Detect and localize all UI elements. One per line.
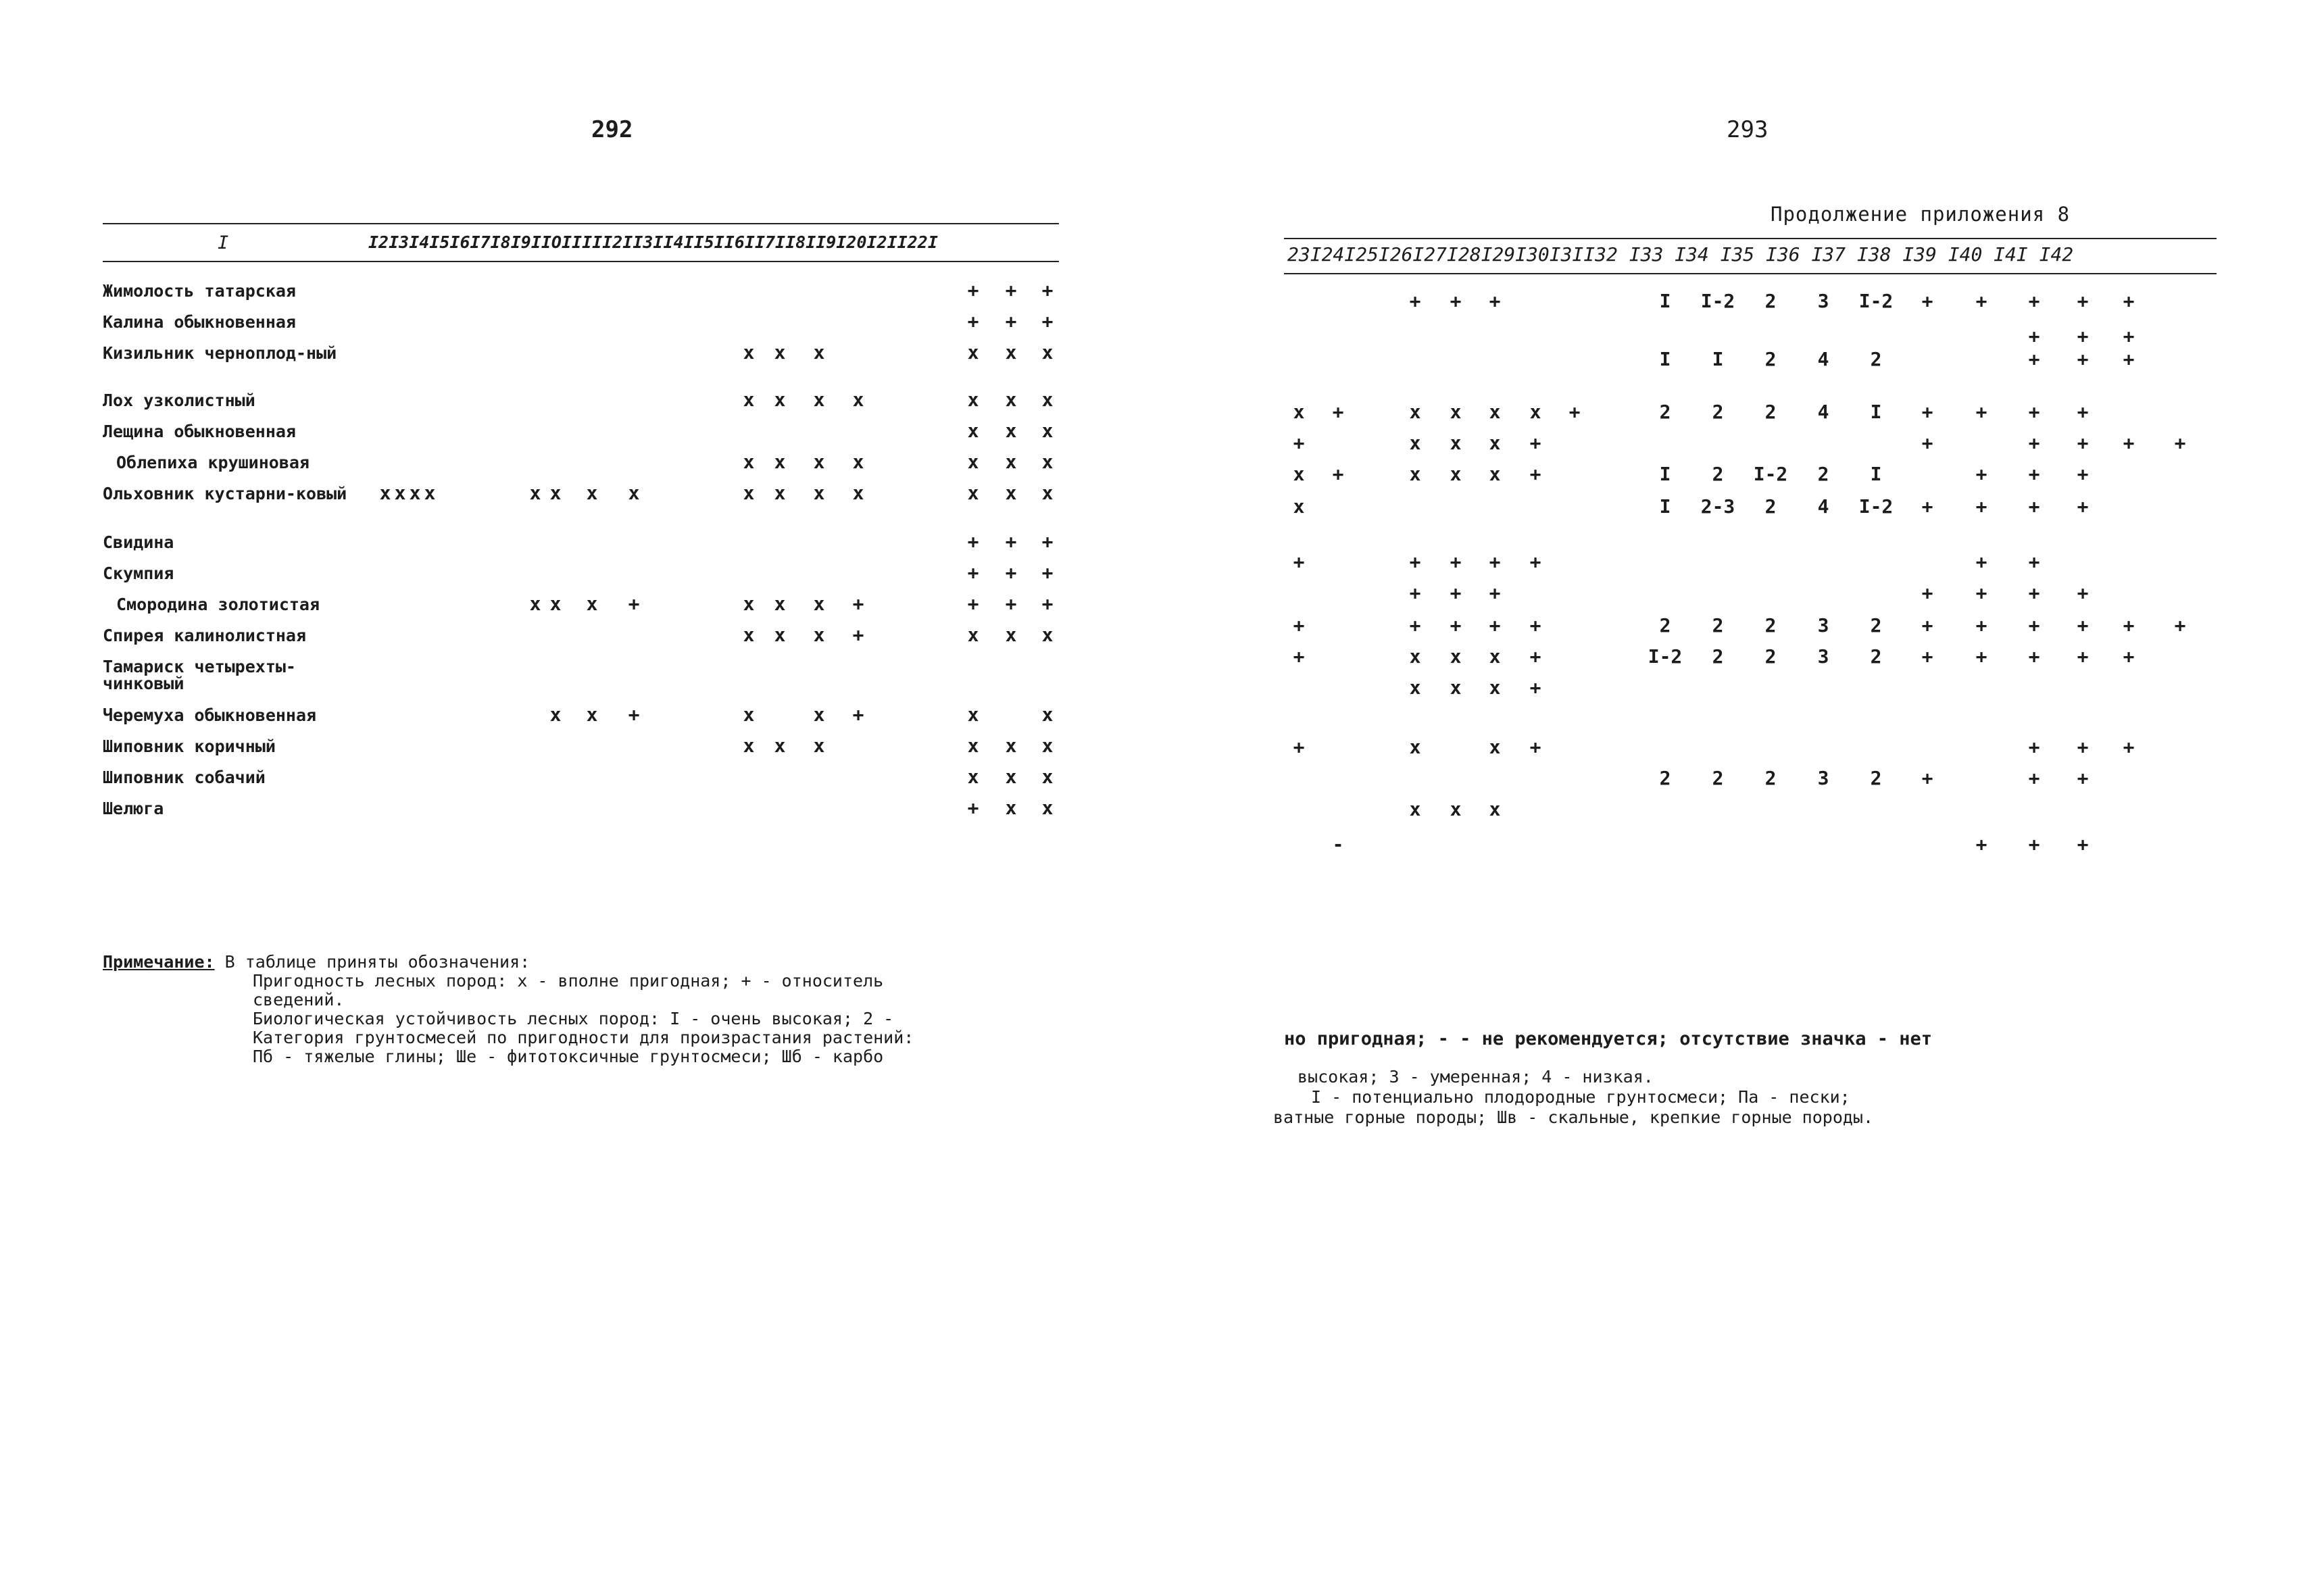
table-cell-mark: + — [1332, 401, 1344, 423]
table-cell-mark: x — [813, 341, 825, 364]
table-cell-mark: 2 — [1870, 767, 1882, 789]
table-cell-mark: x — [743, 734, 755, 757]
table-cell-mark: x — [1450, 645, 1462, 668]
table-cell-mark: x — [529, 482, 541, 504]
table-cell-mark: x — [813, 482, 825, 504]
table-cell-mark: + — [1293, 645, 1305, 668]
table-cell-mark: x — [1005, 482, 1017, 504]
table-cell-mark: + — [1489, 582, 1501, 604]
table-cell-mark: + — [2077, 463, 2089, 485]
table-cell-mark: x — [852, 482, 864, 504]
table-cell-mark: 2 — [1659, 767, 1671, 789]
table-cell-mark: x — [1409, 676, 1421, 699]
row-label: Кизильник черноплод-ный — [103, 343, 337, 363]
table-cell-mark: + — [1529, 551, 1541, 573]
table-cell-mark: x — [1005, 389, 1017, 411]
table-cell-mark: x — [1409, 401, 1421, 423]
table-cell-mark: + — [2077, 495, 2089, 518]
table-cell-mark: + — [1409, 614, 1421, 637]
table-cell-mark: x — [813, 593, 825, 615]
row-label: Свидина — [103, 532, 174, 552]
table-cell-mark: + — [852, 624, 864, 646]
table-cell-mark: x — [549, 482, 562, 504]
table-cell-mark: + — [1041, 279, 1054, 301]
table-cell-mark: x — [529, 593, 541, 615]
table-cell-mark: x — [1489, 798, 1501, 820]
table-cell-mark: x — [774, 593, 786, 615]
table-cell-mark: x — [1005, 341, 1017, 364]
table-cell-mark: 2 — [1659, 401, 1671, 423]
table-top-rule-left — [103, 223, 1059, 224]
table-cell-mark: x — [1005, 451, 1017, 473]
page-number-left: 292 — [591, 116, 633, 143]
table-cell-mark: + — [1921, 614, 1933, 637]
table-cell-mark: + — [852, 593, 864, 615]
table-cell-mark: + — [1450, 551, 1462, 573]
table-cell-mark: x — [1409, 798, 1421, 820]
table-header-rule-left — [103, 261, 1059, 262]
table-cell-mark: x — [394, 482, 406, 504]
table-cell-mark: x — [1489, 676, 1501, 699]
row-label: Лох узколистный — [103, 391, 255, 410]
table-cell-mark: x — [774, 624, 786, 646]
table-cell-mark: + — [1293, 551, 1305, 573]
table-cell-mark: x — [1489, 463, 1501, 485]
table-cell-mark: 2 — [1817, 463, 1829, 485]
table-cell-mark: I — [1712, 348, 1724, 370]
table-cell-mark: + — [1409, 290, 1421, 312]
table-cell-mark: x — [1409, 463, 1421, 485]
table-cell-mark: + — [2077, 645, 2089, 668]
table-cell-mark: + — [1005, 530, 1017, 553]
table-cell-mark: 3 — [1817, 614, 1829, 637]
row-label: Жимолость татарская — [103, 281, 296, 301]
table-cell-mark: x — [1005, 734, 1017, 757]
table-cell-mark: x — [586, 593, 598, 615]
table-cell-mark: x — [1041, 766, 1054, 788]
table-cell-mark: x — [1409, 645, 1421, 668]
table-cell-mark: + — [1529, 645, 1541, 668]
table-cell-mark: x — [743, 624, 755, 646]
table-cell-mark: 4 — [1817, 401, 1829, 423]
table-cell-mark: + — [2123, 325, 2135, 347]
table-cell-mark: x — [1005, 420, 1017, 442]
row-label: Черемуха обыкновенная — [103, 705, 317, 725]
table-cell-mark: + — [1005, 279, 1017, 301]
table-cell-mark: 2 — [1764, 495, 1777, 518]
table-cell-mark: I — [1870, 463, 1882, 485]
table-cell-mark: + — [852, 703, 864, 726]
table-cell-mark: x — [379, 482, 391, 504]
table-cell-mark: + — [628, 593, 640, 615]
table-cell-mark: x — [852, 451, 864, 473]
table-cell-mark: + — [2077, 432, 2089, 454]
table-cell-mark: x — [743, 451, 755, 473]
table-cell-mark: x — [743, 593, 755, 615]
table-cell-mark: + — [1921, 645, 1933, 668]
table-cell-mark: x — [967, 389, 979, 411]
table-cell-mark: + — [1005, 562, 1017, 584]
table-cell-mark: 2 — [1764, 645, 1777, 668]
table-cell-mark: + — [2028, 290, 2040, 312]
table-cell-mark: x — [774, 734, 786, 757]
table-cell-mark: + — [2028, 645, 2040, 668]
table-cell-mark: + — [1921, 401, 1933, 423]
table-cell-mark: + — [1332, 463, 1344, 485]
table-cell-mark: x — [1450, 432, 1462, 454]
table-cell-mark: + — [1921, 432, 1933, 454]
table-cell-mark: + — [1975, 463, 1987, 485]
table-cell-mark: + — [1489, 614, 1501, 637]
table-cell-mark: x — [774, 389, 786, 411]
table-cell-mark: x — [813, 703, 825, 726]
table-cell-mark: 2 — [1764, 290, 1777, 312]
table-cell-mark: x — [1005, 624, 1017, 646]
table-cell-mark: I-2 — [1700, 290, 1735, 312]
table-cell-mark: x — [813, 451, 825, 473]
table-cell-mark: x — [967, 420, 979, 442]
table-cell-mark: + — [1975, 551, 1987, 573]
row-label: Калина обыкновенная — [103, 312, 296, 332]
table-top-rule-right — [1284, 238, 2217, 239]
table-cell-mark: I-2 — [1858, 495, 1894, 518]
table-cell-mark: x — [1041, 420, 1054, 442]
note-title: Примечание: — [103, 952, 215, 972]
table-cell-mark: x — [743, 341, 755, 364]
table-cell-mark: x — [1005, 797, 1017, 819]
note-line-2: Пригодность лесных пород: x - вполне пригодная; + - относитель — [253, 971, 884, 991]
row-label: Скумпия — [103, 564, 174, 583]
table-cell-mark: + — [2123, 736, 2135, 758]
table-cell-mark: 2 — [1764, 401, 1777, 423]
table-cell-mark: 3 — [1817, 290, 1829, 312]
table-cell-mark: x — [1041, 389, 1054, 411]
table-cell-mark: x — [1005, 766, 1017, 788]
table-cell-mark: + — [1450, 614, 1462, 637]
table-cell-mark: 2 — [1764, 767, 1777, 789]
table-cell-mark: x — [774, 341, 786, 364]
note-line-6: Пб - тяжелые глины; Ше - фитотоксичные грунтосмеси; Шб - карбо — [253, 1047, 884, 1066]
table-cell-mark: 4 — [1817, 348, 1829, 370]
table-cell-mark: x — [1293, 401, 1305, 423]
table-cell-mark: x — [1529, 401, 1541, 423]
table-cell-mark: + — [2123, 290, 2135, 312]
table-cell-mark: + — [1409, 551, 1421, 573]
table-cell-mark: + — [1975, 495, 1987, 518]
table-cell-mark: 2 — [1712, 463, 1724, 485]
table-cell-mark: x — [1450, 401, 1462, 423]
table-cell-mark: 2 — [1870, 614, 1882, 637]
table-cell-mark: x — [967, 624, 979, 646]
table-cell-mark: I — [1659, 463, 1671, 485]
table-cell-mark: x — [743, 482, 755, 504]
table-cell-mark: + — [2028, 551, 2040, 573]
table-cell-mark: I — [1659, 290, 1671, 312]
table-cell-mark: + — [1041, 562, 1054, 584]
table-cell-mark: + — [967, 562, 979, 584]
table-cell-mark: + — [1005, 593, 1017, 615]
note-right-line-4: ватные горные породы; Шв - скальные, крепкие горные породы. — [1273, 1107, 1874, 1127]
table-cell-mark: x — [743, 703, 755, 726]
table-cell-mark: I — [1659, 495, 1671, 518]
table-cell-mark: + — [1529, 614, 1541, 637]
table-cell-mark: + — [2123, 348, 2135, 370]
table-cell-mark: + — [2028, 582, 2040, 604]
note-right-line-2: высокая; 3 - умеренная; 4 - низкая. — [1297, 1067, 1654, 1087]
table-cell-mark: + — [1921, 767, 1933, 789]
table-cell-mark: + — [1293, 614, 1305, 637]
table-cell-mark: + — [967, 593, 979, 615]
table-cell-mark: I-2 — [1648, 645, 1683, 668]
table-cell-mark: x — [813, 734, 825, 757]
table-cell-mark: x — [549, 703, 562, 726]
table-cell-mark: + — [2028, 767, 2040, 789]
table-cell-mark: + — [1921, 582, 1933, 604]
table-cell-mark: 2 — [1712, 614, 1724, 637]
table-cell-mark: x — [967, 451, 979, 473]
table-cell-mark: x — [967, 734, 979, 757]
row-label: Спирея калинолистная — [103, 626, 307, 645]
note-right-line-3: I - потенциально плодородные грунтосмеси; Па - пески; — [1311, 1087, 1850, 1107]
table-cell-mark: 2 — [1870, 645, 1882, 668]
table-cell-mark: + — [2028, 463, 2040, 485]
table-cell-mark: + — [1568, 401, 1581, 423]
table-cell-mark: x — [967, 703, 979, 726]
note-line-1: В таблице приняты обозначения: — [224, 952, 530, 972]
table-cell-mark: + — [1529, 736, 1541, 758]
table-cell-mark: + — [1041, 593, 1054, 615]
table-cell-mark: x — [1450, 676, 1462, 699]
table-cell-mark: + — [1529, 676, 1541, 699]
table-cell-mark: + — [1005, 310, 1017, 332]
table-cell-mark: + — [1529, 463, 1541, 485]
table-cell-mark: x — [743, 389, 755, 411]
table-header-rule-right — [1284, 273, 2217, 274]
table-cell-mark: x — [1489, 645, 1501, 668]
note-line-5: Категория грунтосмесей по пригодности для произрастания растений: — [253, 1028, 914, 1047]
table-cell-mark: x — [1489, 736, 1501, 758]
note-right-line-1: но пригодная; - - не рекомендуется; отсутствие значка - нет — [1284, 1028, 1933, 1049]
table-cell-mark: + — [628, 703, 640, 726]
table-cell-mark: I — [1659, 348, 1671, 370]
table-cell-mark: 2 — [1659, 614, 1671, 637]
table-cell-mark: x — [774, 451, 786, 473]
table-cell-mark: 2 — [1870, 348, 1882, 370]
table-cell-mark: + — [1041, 310, 1054, 332]
table-cell-mark: x — [424, 482, 436, 504]
table-cell-mark: x — [586, 482, 598, 504]
table-cell-mark: + — [2077, 736, 2089, 758]
table-cell-mark: 2-3 — [1700, 495, 1735, 518]
table-cell-mark: x — [967, 766, 979, 788]
table-cell-mark: x — [1041, 341, 1054, 364]
table-cell-mark: + — [2028, 432, 2040, 454]
table-cell-mark: + — [2077, 325, 2089, 347]
table-cell-mark: + — [2077, 833, 2089, 855]
row-label: Лещина обыкновенная — [103, 422, 296, 441]
table-cell-mark: I — [1870, 401, 1882, 423]
table-cell-mark: 3 — [1817, 645, 1829, 668]
table-cell-mark: 3 — [1817, 767, 1829, 789]
table-cell-mark: x — [852, 389, 864, 411]
table-cell-mark: x — [1293, 495, 1305, 518]
table-cell-mark: x — [549, 593, 562, 615]
table-cell-mark: + — [2123, 645, 2135, 668]
table-cell-mark: 2 — [1764, 348, 1777, 370]
table-cell-mark: + — [2077, 767, 2089, 789]
table-cell-mark: + — [2028, 325, 2040, 347]
table-cell-mark: x — [1041, 451, 1054, 473]
table-cell-mark: + — [2077, 614, 2089, 637]
table-cell-mark: x — [1293, 463, 1305, 485]
table-cell-mark: x — [1409, 736, 1421, 758]
table-cell-mark: - — [1332, 833, 1344, 855]
table-cell-mark: + — [1041, 530, 1054, 553]
table-cell-mark: x — [409, 482, 421, 504]
note-line-3: сведений. — [253, 990, 345, 1009]
table-cell-mark: + — [967, 279, 979, 301]
table-cell-mark: + — [1921, 495, 1933, 518]
page-number-right: 293 — [1727, 116, 1769, 143]
table-cell-mark: x — [1041, 797, 1054, 819]
row-label: Смородина золотистая — [116, 595, 320, 614]
table-cell-mark: + — [1975, 582, 1987, 604]
table-cell-mark: + — [1450, 290, 1462, 312]
table-cell-mark: + — [2077, 348, 2089, 370]
table-cell-mark: + — [1975, 833, 1987, 855]
table-cell-mark: x — [1041, 482, 1054, 504]
table-cell-mark: x — [1450, 798, 1462, 820]
table-cell-mark: 2 — [1712, 401, 1724, 423]
table-cell-mark: I-2 — [1753, 463, 1788, 485]
table-cell-mark: 2 — [1712, 645, 1724, 668]
table-header-first-col: I — [218, 232, 230, 253]
table-cell-mark: x — [1409, 432, 1421, 454]
table-cell-mark: + — [1293, 432, 1305, 454]
table-cell-mark: + — [2028, 348, 2040, 370]
table-cell-mark: 2 — [1712, 767, 1724, 789]
row-label: Шиповник коричный — [103, 737, 276, 756]
table-cell-mark: x — [1489, 401, 1501, 423]
table-cell-mark: + — [1975, 401, 1987, 423]
row-label: Шиповник собачий — [103, 768, 266, 787]
table-cell-mark: + — [2028, 736, 2040, 758]
table-cell-mark: + — [967, 797, 979, 819]
table-cell-mark: 4 — [1817, 495, 1829, 518]
table-cell-mark: x — [1041, 624, 1054, 646]
table-cell-mark: + — [2174, 432, 2186, 454]
table-cell-mark: + — [2077, 582, 2089, 604]
row-label: Тамариск четырехты-чинковый — [103, 657, 296, 693]
table-cell-mark: + — [2123, 614, 2135, 637]
row-label: Шелюга — [103, 799, 164, 818]
table-cell-mark: + — [1975, 645, 1987, 668]
table-cell-mark: + — [2077, 290, 2089, 312]
table-cell-mark: + — [1409, 582, 1421, 604]
table-cell-mark: + — [1975, 614, 1987, 637]
table-cell-mark: + — [2174, 614, 2186, 637]
table-cell-mark: x — [586, 703, 598, 726]
table-cell-mark: x — [628, 482, 640, 504]
table-header-cols-right: 23I24I25I26I27I28I29I30I3II32 I33 I34 I35 I36 I37 I38 I39 I40 I4I I42 — [1287, 243, 2074, 266]
table-cell-mark: + — [967, 310, 979, 332]
table-cell-mark: + — [1975, 290, 1987, 312]
table-cell-mark: x — [813, 389, 825, 411]
table-cell-mark: x — [1450, 463, 1462, 485]
table-cell-mark: 2 — [1764, 614, 1777, 637]
table-cell-mark: + — [1529, 432, 1541, 454]
table-cell-mark: + — [2028, 495, 2040, 518]
table-cell-mark: x — [967, 482, 979, 504]
table-cell-mark: + — [967, 530, 979, 553]
table-cell-mark: + — [2123, 432, 2135, 454]
table-cell-mark: + — [1921, 290, 1933, 312]
table-cell-mark: + — [1450, 582, 1462, 604]
table-cell-mark: x — [967, 341, 979, 364]
table-cell-mark: + — [1489, 290, 1501, 312]
table-cell-mark: x — [774, 482, 786, 504]
table-cell-mark: x — [1041, 703, 1054, 726]
table-header-cols-left: I2I3I4I5I6I7I8I9IIOIIIII2II3II4II5II6II7II8II9I20I2II22I — [368, 232, 938, 252]
table-cell-mark: + — [1489, 551, 1501, 573]
row-label: Ольховник кустарни-ковый — [103, 484, 347, 503]
table-cell-mark: + — [2028, 833, 2040, 855]
table-cell-mark: x — [1041, 734, 1054, 757]
continuation-title: Продолжение приложения 8 — [1771, 203, 2071, 226]
table-cell-mark: + — [2077, 401, 2089, 423]
table-cell-mark: x — [813, 624, 825, 646]
table-cell-mark: + — [2028, 401, 2040, 423]
note-line-4: Биологическая устойчивость лесных пород: I - очень высокая; 2 - — [253, 1009, 894, 1028]
row-label: Облепиха крушиновая — [116, 453, 310, 472]
table-cell-mark: + — [2028, 614, 2040, 637]
note-block-left — [103, 953, 914, 1066]
table-cell-mark: + — [1293, 736, 1305, 758]
table-cell-mark: I-2 — [1858, 290, 1894, 312]
table-cell-mark: x — [1489, 432, 1501, 454]
